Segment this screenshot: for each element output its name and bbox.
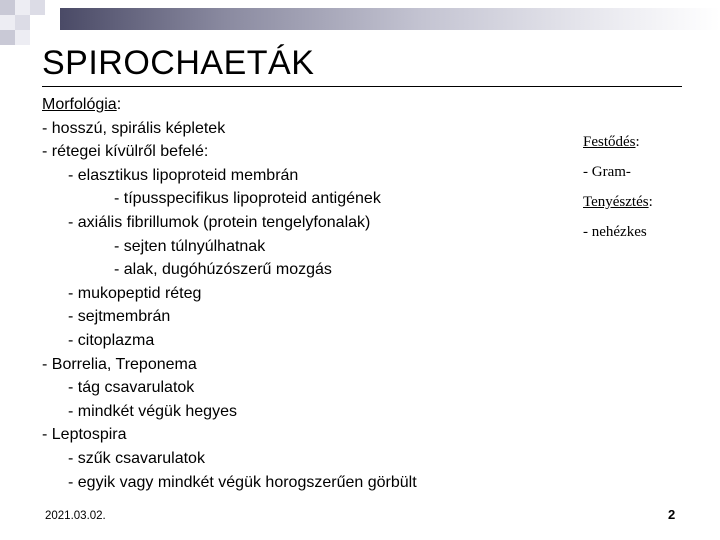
decor-square [15, 30, 30, 45]
morphology-list [42, 93, 512, 494]
list-item: - típusspecifikus lipoproteid antigének [114, 190, 381, 208]
list-item: - elasztikus lipoproteid membrán [68, 166, 299, 184]
page-number: 2 [668, 507, 676, 522]
list-item: - mindkét végük hegyes [68, 402, 237, 420]
culture-value: - nehézkes [583, 224, 647, 240]
slide-title: SPIROCHAETÁK [42, 44, 315, 82]
list-item: - szűk csavarulatok [68, 449, 205, 467]
list-item: - Leptospira [42, 426, 127, 444]
morphology-heading [42, 93, 512, 117]
decor-square [0, 0, 15, 15]
list-item: - sejten túlnyúlhatnak [114, 237, 266, 255]
decor-square [0, 30, 15, 45]
staining-heading [583, 130, 713, 154]
decor-square [0, 15, 15, 30]
staining-colon: : [635, 134, 640, 150]
header-gradient-bar [60, 8, 720, 30]
culture-colon: : [648, 194, 653, 210]
title-divider [42, 86, 682, 87]
list-item: - mukopeptid réteg [68, 284, 202, 302]
corner-decoration [0, 0, 60, 45]
heading-colon: : [116, 96, 122, 113]
morphology-heading-label: Morfológia [42, 96, 117, 113]
list-item: - rétegei kívülről befelé: [42, 143, 209, 161]
list-item: - Borrelia, Treponema [42, 355, 197, 373]
right-column [583, 130, 713, 244]
decor-square [15, 0, 30, 15]
culture-label: Tenyésztés [583, 194, 649, 210]
list-item: - alak, dugóhúzószerű mozgás [114, 261, 332, 279]
list-item: - sejtmembrán [68, 308, 171, 326]
list-item: - citoplazma [68, 331, 155, 349]
list-item: - tág csavarulatok [68, 379, 195, 397]
list-item: - egyik vagy mindkét végük horogszerűen görbült [68, 473, 417, 491]
list-item: - axiális fibrillumok (protein tengelyfonalak) [68, 213, 371, 231]
culture-heading [583, 190, 713, 214]
decor-square [15, 15, 30, 30]
decor-square [30, 0, 45, 15]
footer-date: 2021.03.02. [45, 510, 106, 522]
staining-label: Festődés [583, 134, 636, 150]
list-item: - hosszú, spirális képletek [42, 119, 226, 137]
staining-value: - Gram- [583, 164, 631, 180]
